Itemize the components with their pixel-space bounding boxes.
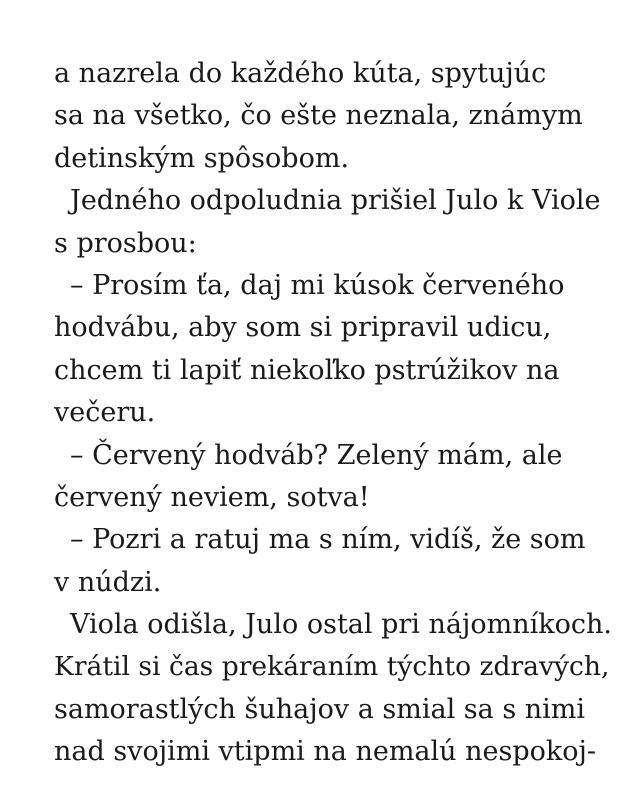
text-line: detinským spôsobom. xyxy=(54,142,350,174)
text-line: – Pozri a ratuj ma s ním, vidíš, že som xyxy=(70,524,586,556)
text-line: sa na všetko, čo ešte neznala, známym xyxy=(54,100,583,132)
text-line: v núdzi. xyxy=(54,566,162,598)
text-line: s prosbou: xyxy=(54,227,197,259)
text-line: Viola odišla, Julo ostal pri nájomníkoch. xyxy=(70,609,612,641)
text-line: samorastlých šuhajov a smial sa s nimi xyxy=(54,693,586,725)
text-line: a nazrela do každého kúta, spytujúc xyxy=(54,58,547,89)
text-line: Jedného odpoludnia prišiel Julo k Viole xyxy=(70,185,601,217)
text-line: – Prosím ťa, daj mi kúsok červeného xyxy=(70,269,565,301)
text-line: Krátil si čas prekáraním týchto zdravých, xyxy=(54,651,610,683)
text-line: večeru. xyxy=(54,397,156,429)
text-line: nad svojimi vtipmi na nemalú nespokoj- xyxy=(54,736,597,768)
body-text xyxy=(54,53,614,774)
text-line: – Červený hodváb? Zelený mám, ale xyxy=(70,439,563,471)
text-line: chcem ti lapiť niekoľko pstrúžikov na xyxy=(54,354,560,386)
text-line: červený neviem, sotva! xyxy=(54,481,370,513)
text-line: hodvábu, aby som si pripravil udicu, xyxy=(54,312,552,344)
